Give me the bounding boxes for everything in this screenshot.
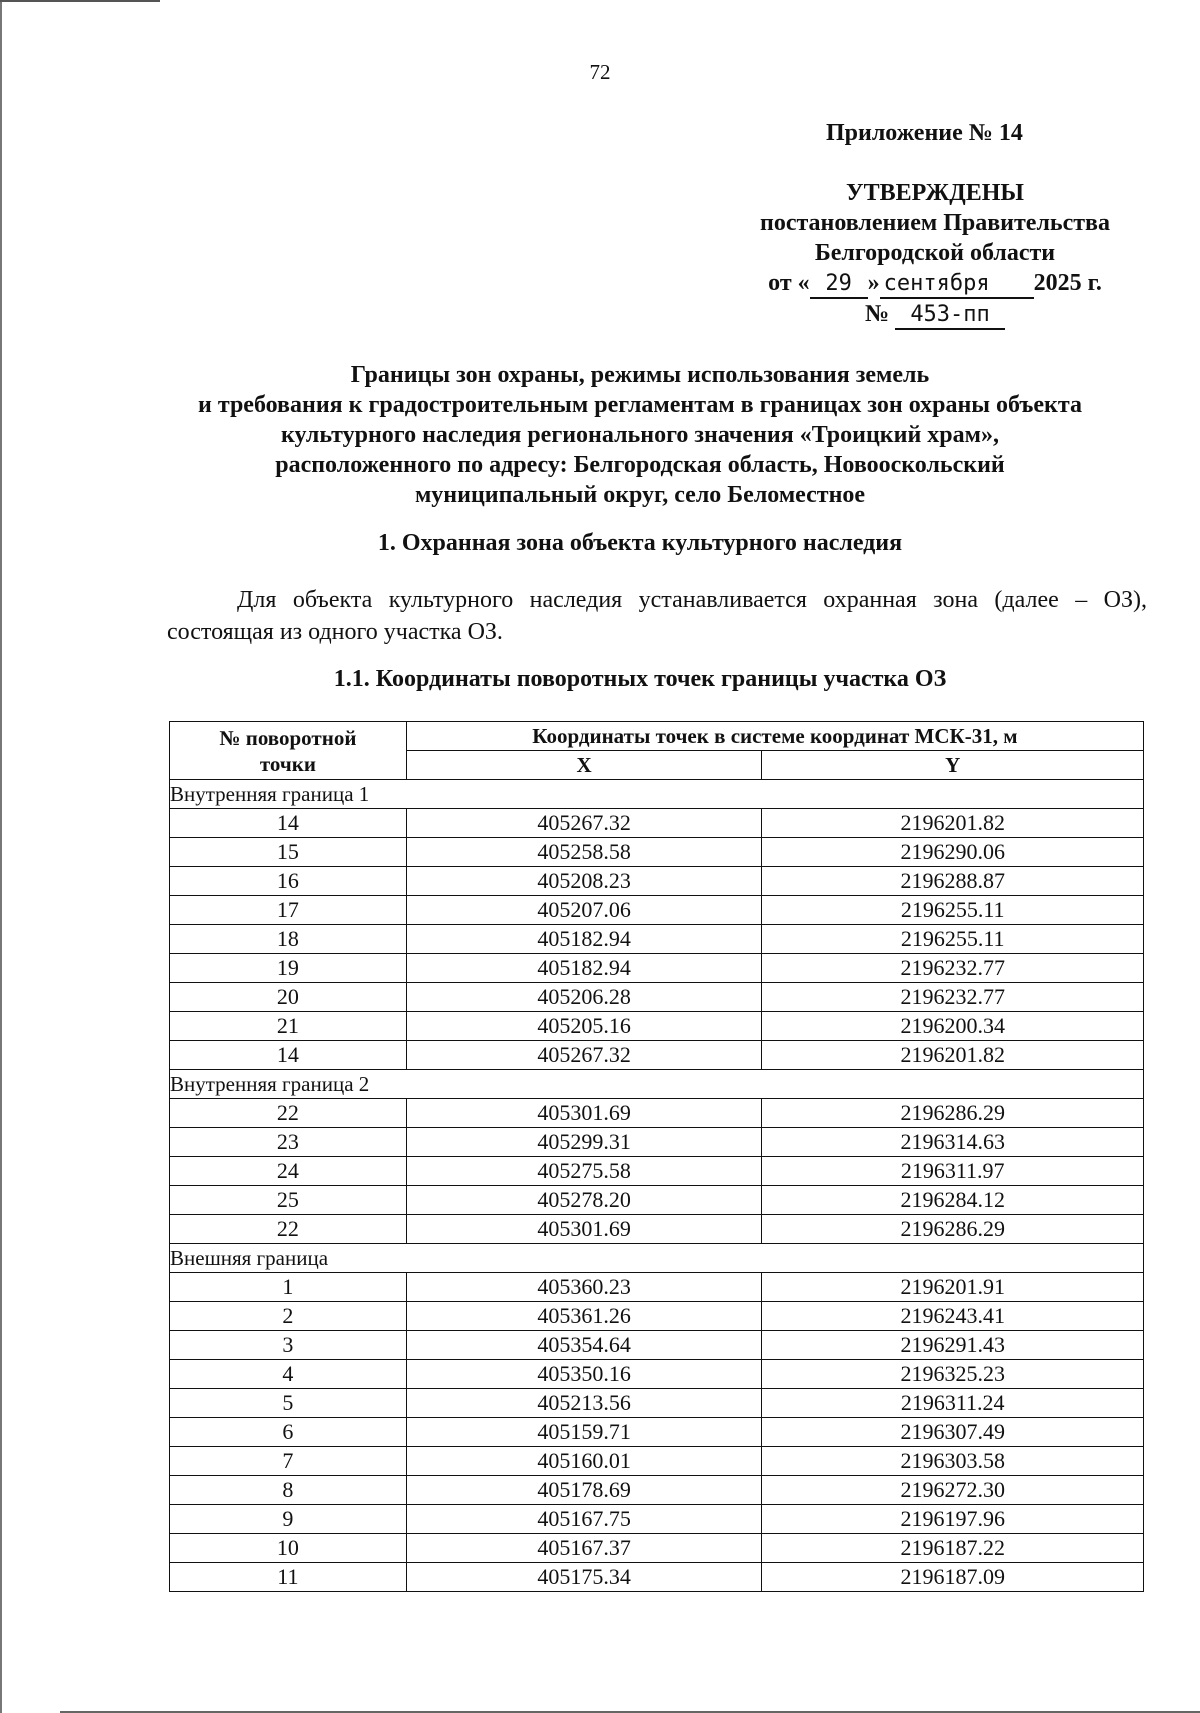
group-title: Внешняя граница	[170, 1244, 1144, 1273]
y-coordinate-cell: 2196291.43	[762, 1331, 1144, 1360]
y-coordinate-cell: 2196311.97	[762, 1157, 1144, 1186]
x-coordinate-cell: 405350.16	[406, 1360, 762, 1389]
x-coordinate-cell: 405354.64	[406, 1331, 762, 1360]
group-title: Внутренняя граница 1	[170, 780, 1144, 809]
y-header: Y	[762, 751, 1144, 780]
date-year: 2025 г.	[1033, 270, 1102, 296]
y-coordinate-cell: 2196272.30	[762, 1476, 1144, 1505]
table-row	[170, 925, 1144, 954]
x-coordinate-cell: 405208.23	[406, 867, 762, 896]
y-coordinate-cell: 2196307.49	[762, 1418, 1144, 1447]
y-coordinate-cell: 2196232.77	[762, 983, 1144, 1012]
document-title	[140, 360, 1140, 510]
subsection-heading: 1.1. Координаты поворотных точек границы участка ОЗ	[333, 666, 947, 692]
table-row	[170, 1505, 1144, 1534]
x-coordinate-cell: 405205.16	[406, 1012, 762, 1041]
table-row	[170, 1157, 1144, 1186]
point-number-cell: 25	[170, 1186, 407, 1215]
point-number-cell: 20	[170, 983, 407, 1012]
table-row	[170, 1215, 1144, 1244]
point-number-header: № поворотной точки	[170, 722, 407, 780]
section-paragraph: Для объекта культурного наследия устанавливается охранная зона (далее – ОЗ), состоящая из одного участка ОЗ.	[167, 587, 1147, 645]
y-coordinate-cell: 2196286.29	[762, 1099, 1144, 1128]
y-coordinate-cell: 2196243.41	[762, 1302, 1144, 1331]
point-number-cell: 9	[170, 1505, 407, 1534]
point-number-cell: 2	[170, 1302, 407, 1331]
x-coordinate-cell: 405167.75	[406, 1505, 762, 1534]
date-day-field: 29	[810, 271, 868, 299]
x-coordinate-cell: 405361.26	[406, 1302, 762, 1331]
title-line: и требования к градостроительным регламентам в границах зон охраны объекта	[198, 392, 1082, 418]
x-coordinate-cell: 405301.69	[406, 1099, 762, 1128]
point-number-cell: 16	[170, 867, 407, 896]
x-coordinate-cell: 405213.56	[406, 1389, 762, 1418]
x-coordinate-cell: 405182.94	[406, 925, 762, 954]
approval-block	[700, 178, 1170, 330]
table-row	[170, 1302, 1144, 1331]
y-coordinate-cell: 2196232.77	[762, 954, 1144, 983]
date-month-field: сентября	[880, 271, 1034, 299]
y-coordinate-cell: 2196200.34	[762, 1012, 1144, 1041]
x-coordinate-cell: 405160.01	[406, 1447, 762, 1476]
x-coordinate-cell: 405299.31	[406, 1128, 762, 1157]
x-coordinate-cell: 405182.94	[406, 954, 762, 983]
y-coordinate-cell: 2196201.82	[762, 1041, 1144, 1070]
point-number-cell: 14	[170, 1041, 407, 1070]
table-row	[170, 954, 1144, 983]
point-number-cell: 22	[170, 1099, 407, 1128]
group-row	[170, 780, 1144, 809]
date-mid: »	[867, 270, 880, 296]
point-number-cell: 5	[170, 1389, 407, 1418]
table-row	[170, 809, 1144, 838]
x-coordinate-cell: 405206.28	[406, 983, 762, 1012]
title-line: расположенного по адресу: Белгородская область, Новооскольский	[275, 452, 1005, 478]
coordinates-table	[169, 721, 1144, 1592]
table-header-row	[170, 722, 1144, 751]
y-coordinate-cell: 2196303.58	[762, 1447, 1144, 1476]
x-coordinate-cell: 405178.69	[406, 1476, 762, 1505]
x-coordinate-cell: 405275.58	[406, 1157, 762, 1186]
y-coordinate-cell: 2196197.96	[762, 1505, 1144, 1534]
y-coordinate-cell: 2196286.29	[762, 1215, 1144, 1244]
approval-number	[700, 299, 1170, 330]
scan-edge-top	[0, 0, 160, 2]
group-row	[170, 1244, 1144, 1273]
approval-line-2: Белгородской области	[814, 240, 1056, 266]
table-row	[170, 1534, 1144, 1563]
point-number-cell: 10	[170, 1534, 407, 1563]
section-heading: 1. Охранная зона объекта культурного наследия	[377, 530, 903, 556]
x-coordinate-cell: 405267.32	[406, 809, 762, 838]
table-row	[170, 1360, 1144, 1389]
y-coordinate-cell: 2196187.22	[762, 1534, 1144, 1563]
x-coordinate-cell: 405159.71	[406, 1418, 762, 1447]
table-row	[170, 1128, 1144, 1157]
y-coordinate-cell: 2196284.12	[762, 1186, 1144, 1215]
y-coordinate-cell: 2196187.09	[762, 1563, 1144, 1592]
number-field: 453-пп	[895, 302, 1005, 330]
approval-line-1: постановлением Правительства	[759, 210, 1110, 236]
table-row	[170, 838, 1144, 867]
y-coordinate-cell: 2196325.23	[762, 1360, 1144, 1389]
table-row	[170, 1186, 1144, 1215]
table-row	[170, 1099, 1144, 1128]
point-number-cell: 8	[170, 1476, 407, 1505]
point-number-cell: 18	[170, 925, 407, 954]
title-line: муниципальный округ, село Беломестное	[414, 482, 866, 508]
approval-title: УТВЕРЖДЕНЫ	[846, 180, 1024, 206]
x-coordinate-cell: 405175.34	[406, 1563, 762, 1592]
y-coordinate-cell: 2196288.87	[762, 867, 1144, 896]
point-number-cell: 17	[170, 896, 407, 925]
point-number-cell: 7	[170, 1447, 407, 1476]
y-coordinate-cell: 2196290.06	[762, 838, 1144, 867]
point-number-cell: 22	[170, 1215, 407, 1244]
point-number-cell: 3	[170, 1331, 407, 1360]
point-number-cell: 14	[170, 809, 407, 838]
approval-date	[700, 268, 1170, 299]
table-row	[170, 1476, 1144, 1505]
table-row	[170, 983, 1144, 1012]
scan-edge-left	[0, 0, 2, 1713]
x-coordinate-cell: 405167.37	[406, 1534, 762, 1563]
point-number-cell: 19	[170, 954, 407, 983]
table-row	[170, 1012, 1144, 1041]
table-row	[170, 1418, 1144, 1447]
table-row	[170, 1389, 1144, 1418]
y-coordinate-cell: 2196201.91	[762, 1273, 1144, 1302]
y-coordinate-cell: 2196255.11	[762, 925, 1144, 954]
page-number: 72	[589, 60, 611, 84]
table-row	[170, 896, 1144, 925]
y-coordinate-cell: 2196255.11	[762, 896, 1144, 925]
table-row	[170, 1447, 1144, 1476]
y-coordinate-cell: 2196311.24	[762, 1389, 1144, 1418]
x-coordinate-cell: 405360.23	[406, 1273, 762, 1302]
point-number-cell: 21	[170, 1012, 407, 1041]
point-number-cell: 6	[170, 1418, 407, 1447]
point-number-cell: 1	[170, 1273, 407, 1302]
point-number-cell: 4	[170, 1360, 407, 1389]
point-number-cell: 11	[170, 1563, 407, 1592]
title-line: Границы зон охраны, режимы использования земель	[350, 362, 930, 388]
table-row	[170, 1041, 1144, 1070]
date-prefix: от «	[768, 270, 810, 296]
x-header: X	[406, 751, 762, 780]
x-coordinate-cell: 405267.32	[406, 1041, 762, 1070]
x-coordinate-cell: 405207.06	[406, 896, 762, 925]
coords-header: Координаты точек в системе координат МСК-31, м	[406, 722, 1143, 751]
x-coordinate-cell: 405258.58	[406, 838, 762, 867]
y-coordinate-cell: 2196314.63	[762, 1128, 1144, 1157]
table-body	[170, 780, 1144, 1592]
table-row	[170, 1563, 1144, 1592]
y-coordinate-cell: 2196201.82	[762, 809, 1144, 838]
title-line: культурного наследия регионального значения «Троицкий храм»,	[281, 422, 999, 448]
table-row	[170, 1273, 1144, 1302]
group-row	[170, 1070, 1144, 1099]
table-row	[170, 1331, 1144, 1360]
table-row	[170, 867, 1144, 896]
number-prefix: №	[864, 301, 890, 327]
point-number-cell: 23	[170, 1128, 407, 1157]
point-number-cell: 24	[170, 1157, 407, 1186]
point-number-cell: 15	[170, 838, 407, 867]
x-coordinate-cell: 405278.20	[406, 1186, 762, 1215]
appendix-label: Приложение № 14	[826, 120, 1023, 146]
group-title: Внутренняя граница 2	[170, 1070, 1144, 1099]
x-coordinate-cell: 405301.69	[406, 1215, 762, 1244]
